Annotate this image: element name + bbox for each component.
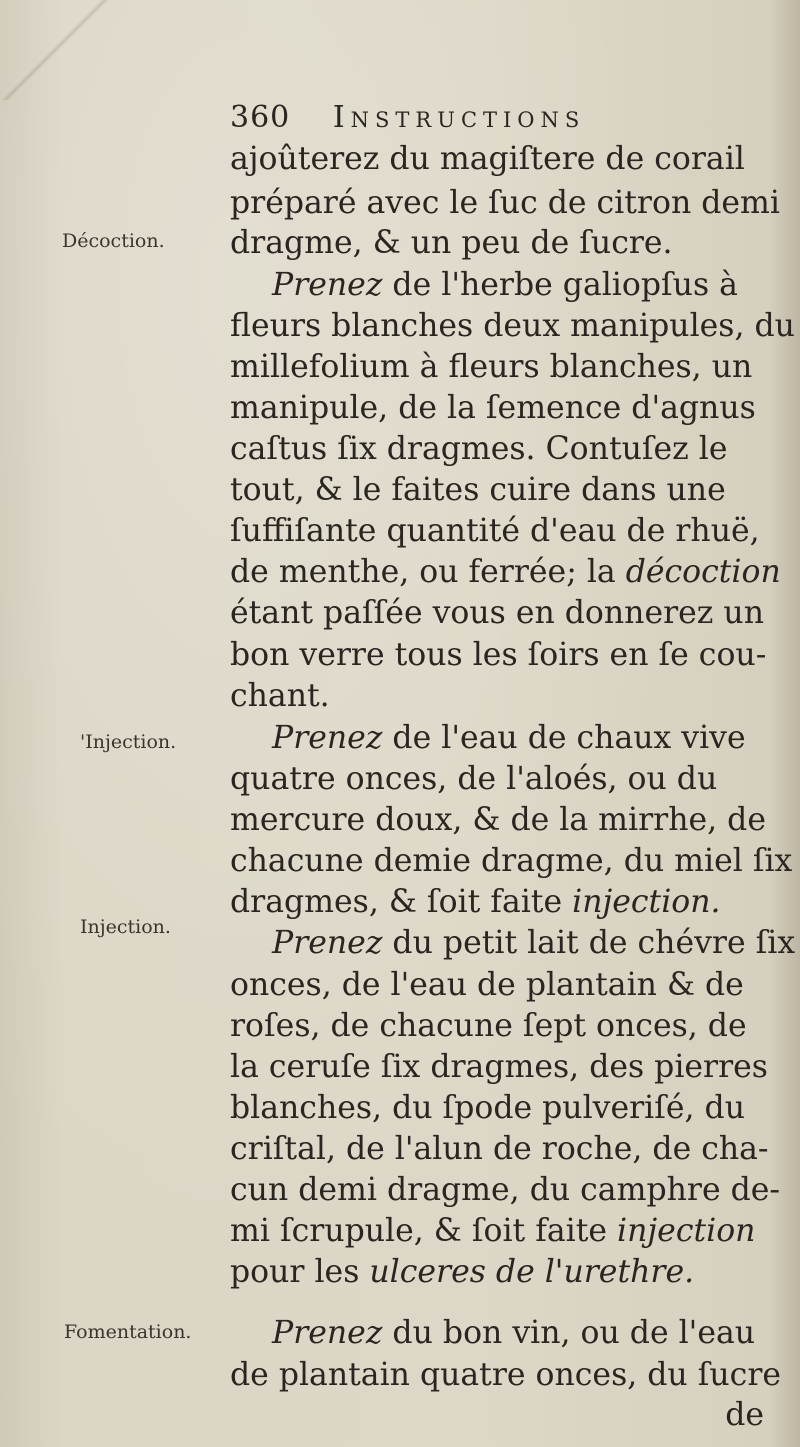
text-line — [230, 141, 745, 177]
text-run: roſes, de chacune ſept onces, de — [230, 1008, 747, 1044]
text-run: dragmes, & ſoit faite — [230, 884, 573, 920]
italic-run: injection — [617, 1213, 756, 1249]
text-run: bon verre tous les ſoirs en ſe cou- — [230, 637, 767, 673]
text-line — [230, 1213, 756, 1249]
text-line — [230, 761, 718, 797]
text-line — [230, 1008, 747, 1044]
text-run: quatre onces, de l'aloés, ou du — [230, 761, 718, 797]
text-line — [230, 513, 760, 549]
text-line — [230, 678, 330, 714]
margin-note-decoction: Décoction. — [62, 230, 165, 252]
text-run: de menthe, ou ferrée; la — [230, 554, 626, 590]
text-line — [230, 472, 726, 508]
text-run: dragme, & un peu de ſucre. — [230, 225, 673, 261]
text-run: de plantain quatre onces, du ſucre — [230, 1357, 782, 1393]
text-line — [230, 843, 793, 879]
text-run: ſuffiſante quantité d'eau de rhuë, — [230, 513, 760, 549]
text-line — [230, 185, 780, 221]
margin-note-fomentation: Fomentation. — [64, 1321, 192, 1343]
text-run: de l'eau de chaux vive — [382, 720, 746, 756]
text-line — [272, 720, 746, 756]
page-number: 360 — [230, 100, 291, 135]
text-line — [230, 1254, 695, 1290]
text-line — [230, 967, 744, 1003]
text-run: chacune demie dragme, du miel ſix — [230, 843, 793, 879]
margin-note-injection: 'Injection. — [80, 731, 177, 753]
italic-run: Prenez — [272, 720, 383, 756]
text-run: ajoûterez du magiſtere de corail — [230, 141, 745, 177]
text-line — [272, 1315, 756, 1351]
text-run: criſtal, de l'alun de roche, de cha- — [230, 1131, 769, 1167]
text-line — [230, 1049, 768, 1085]
text-run: tout, & le faites cuire dans une — [230, 472, 726, 508]
text-run: de — [725, 1397, 764, 1433]
text-line — [230, 308, 795, 344]
text-line — [230, 225, 673, 261]
text-run: onces, de l'eau de plantain & de — [230, 967, 744, 1003]
text-line — [230, 802, 766, 838]
page-crease — [0, 0, 110, 100]
text-run: fleurs blanches deux manipules, du — [230, 308, 795, 344]
margin-note-injection: Injection. — [80, 916, 171, 938]
text-line — [230, 1090, 746, 1126]
italic-run: ulceres de l'urethre. — [369, 1254, 695, 1290]
text-run: du bon vin, ou de l'eau — [382, 1315, 756, 1351]
running-title: Instructions — [332, 100, 586, 135]
text-line — [230, 431, 728, 467]
text-run: la ceruſe ſix dragmes, des pierres — [230, 1049, 768, 1085]
catchword — [725, 1397, 764, 1433]
text-line — [230, 390, 756, 426]
text-run: du petit lait de chévre ſix — [382, 925, 796, 961]
text-line — [230, 349, 753, 385]
text-run: cun demi dragme, du camphre de- — [230, 1172, 781, 1208]
text-run: de l'herbe galiopſus à — [382, 267, 738, 303]
text-line — [230, 1172, 781, 1208]
text-line — [272, 267, 738, 303]
page-header — [230, 100, 585, 135]
text-run: pour les — [230, 1254, 370, 1290]
text-run: préparé avec le ſuc de citron demi — [230, 185, 780, 221]
text-run: étant paſſée vous en donnerez un — [230, 595, 764, 631]
italic-run: Prenez — [272, 267, 383, 303]
text-run: chant. — [230, 678, 330, 714]
text-line — [230, 554, 781, 590]
text-run: mi ſcrupule, & ſoit faite — [230, 1213, 618, 1249]
text-run: mercure doux, & de la mirrhe, de — [230, 802, 766, 838]
text-run: caſtus ſix dragmes. Contuſez le — [230, 431, 728, 467]
text-line — [230, 884, 721, 920]
text-line — [230, 595, 764, 631]
italic-run: décoction — [625, 554, 781, 590]
text-line — [230, 1131, 769, 1167]
text-line — [272, 925, 796, 961]
text-run: millefolium à fleurs blanches, un — [230, 349, 753, 385]
italic-run: Prenez — [272, 1315, 383, 1351]
italic-run: Prenez — [272, 925, 383, 961]
text-line — [230, 637, 767, 673]
text-line — [230, 1357, 782, 1393]
text-run: blanches, du ſpode pulveriſé, du — [230, 1090, 746, 1126]
text-run: manipule, de la ſemence d'agnus — [230, 390, 756, 426]
italic-run: injection. — [572, 884, 721, 920]
